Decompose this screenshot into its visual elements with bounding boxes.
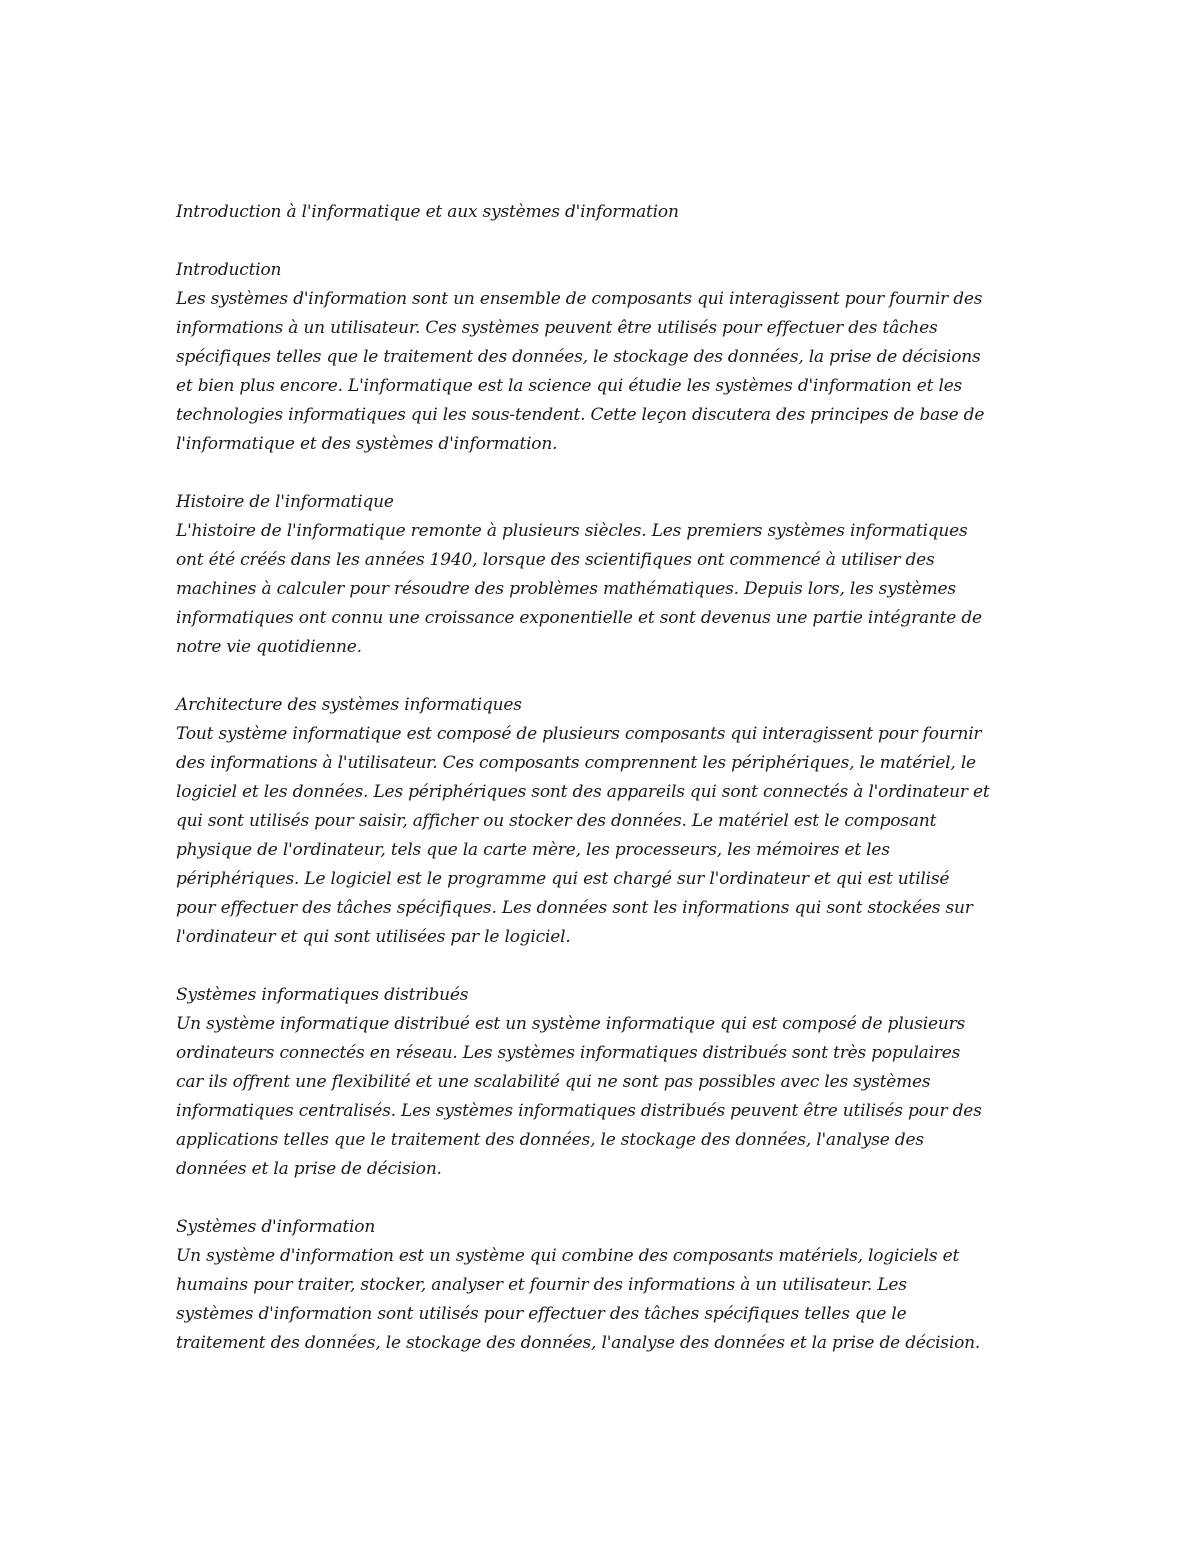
section-body [176, 1010, 1036, 1184]
text-line: l'informatique et des systèmes d'information. [176, 434, 558, 454]
text-line: Les systèmes d'information sont un ensemble de composants qui interagissent pour fournir des [176, 289, 983, 309]
section-heading: Introduction [176, 260, 282, 280]
text-line: Un système informatique distribué est un système informatique qui est composé de plusieurs [176, 1014, 966, 1034]
document-title: Introduction à l'informatique et aux systèmes d'information [176, 202, 679, 222]
text-line: Un système d'information est un système qui combine des composants matériels, logiciels et [176, 1246, 960, 1266]
text-line: applications telles que le traitement des données, le stockage des données, l'analyse des [176, 1130, 924, 1150]
text-line: L'histoire de l'informatique remonte à plusieurs siècles. Les premiers systèmes informatiques [176, 521, 968, 541]
text-line: traitement des données, le stockage des données, l'analyse des données et la prise de décision. [176, 1333, 981, 1353]
text-line: ordinateurs connectés en réseau. Les systèmes informatiques distribués sont très populaires [176, 1043, 961, 1063]
section-heading: Systèmes informatiques distribués [176, 985, 469, 1005]
section-body [176, 1242, 1036, 1358]
text-line: périphériques. Le logiciel est le programme qui est chargé sur l'ordinateur et qui est utilisé [176, 869, 950, 889]
text-line: qui sont utilisés pour saisir, afficher ou stocker des données. Le matériel est le composant [176, 811, 937, 831]
section-introduction [176, 256, 1036, 459]
text-line: et bien plus encore. L'informatique est la science qui étudie les systèmes d'information et les [176, 376, 963, 396]
text-line: machines à calculer pour résoudre des problèmes mathématiques. Depuis lors, les systèmes [176, 579, 956, 599]
section-history [176, 488, 1036, 662]
section-body [176, 517, 1036, 662]
text-line: ont été créés dans les années 1940, lorsque des scientifiques ont commencé à utiliser des [176, 550, 935, 570]
section-distributed-systems [176, 981, 1036, 1184]
text-line: informatiques centralisés. Les systèmes informatiques distribués peuvent être utilisés pour des [176, 1101, 982, 1121]
text-line: systèmes d'information sont utilisés pour effectuer des tâches spécifiques telles que le [176, 1304, 907, 1324]
section-information-systems [176, 1213, 1036, 1358]
text-line: données et la prise de décision. [176, 1159, 442, 1179]
text-line: humains pour traiter, stocker, analyser et fournir des informations à un utilisateur. Les [176, 1275, 907, 1295]
section-heading: Architecture des systèmes informatiques [176, 695, 522, 715]
text-line: informatiques ont connu une croissance exponentielle et sont devenus une partie intégrante de [176, 608, 982, 628]
text-line: technologies informatiques qui les sous-tendent. Cette leçon discutera des principes de base de [176, 405, 985, 425]
text-line: des informations à l'utilisateur. Ces composants comprennent les périphériques, le matériel, le [176, 753, 976, 773]
document-content [176, 198, 1036, 1358]
text-line: l'ordinateur et qui sont utilisées par le logiciel. [176, 927, 571, 947]
text-line: spécifiques telles que le traitement des données, le stockage des données, la prise de décisions [176, 347, 981, 367]
section-heading: Systèmes d'information [176, 1217, 376, 1237]
section-body [176, 720, 1036, 952]
text-line: car ils offrent une flexibilité et une scalabilité qui ne sont pas possibles avec les systèmes [176, 1072, 931, 1092]
section-body [176, 285, 1036, 459]
text-line: notre vie quotidienne. [176, 637, 362, 657]
section-heading: Histoire de l'informatique [176, 492, 394, 512]
text-line: Tout système informatique est composé de plusieurs composants qui interagissent pour fournir [176, 724, 982, 744]
section-architecture [176, 691, 1036, 952]
text-line: informations à un utilisateur. Ces systèmes peuvent être utilisés pour effectuer des tâches [176, 318, 938, 338]
text-line: physique de l'ordinateur, tels que la carte mère, les processeurs, les mémoires et les [176, 840, 890, 860]
text-line: pour effectuer des tâches spécifiques. Les données sont les informations qui sont stockées sur [176, 898, 973, 918]
text-line: logiciel et les données. Les périphériques sont des appareils qui sont connectés à l'ordinateur et [176, 782, 990, 802]
